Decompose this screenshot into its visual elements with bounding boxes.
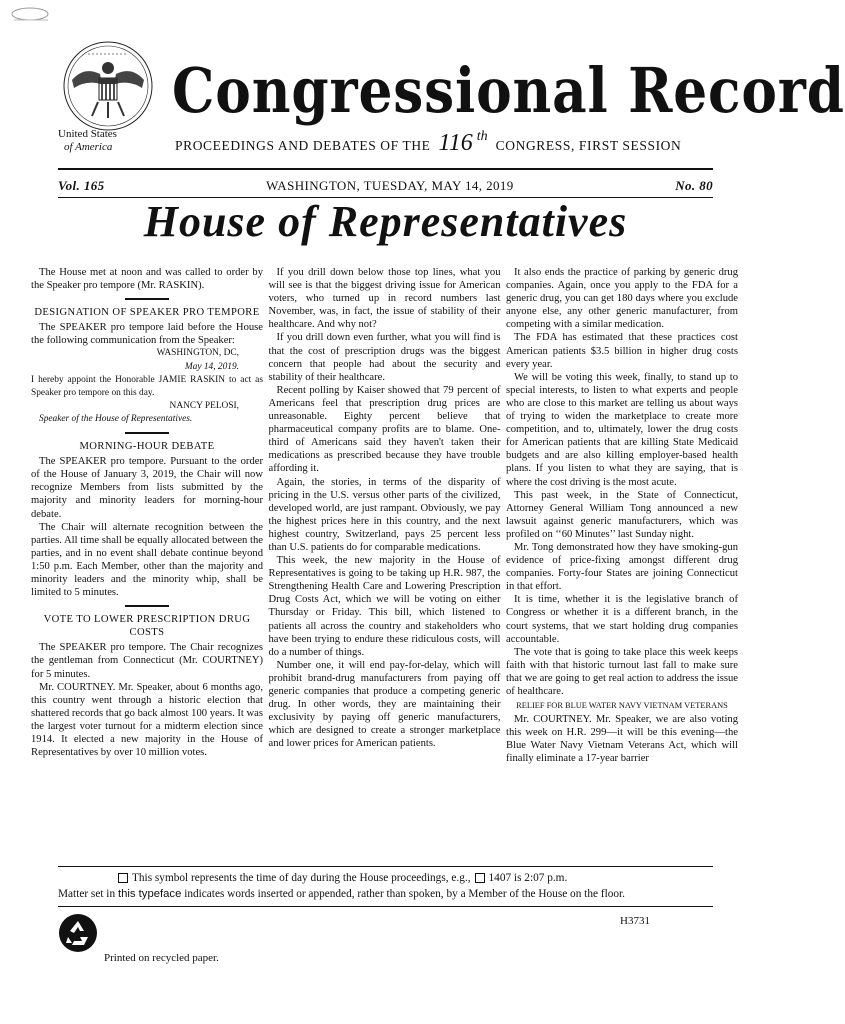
paragraph: Mr. COURTNEY. Mr. Speaker, we are also voting this week on H.R. 299—it will be this evening—the Blue Water Navy Vietnam Veterans Act, which will finally eliminate a 17-year barrier (506, 714, 738, 765)
paragraph: Number one, it will end pay-for-delay, which will prohibit brand-drug manufacturers from paying off generic companies that produce a competing generic drug. In other words, they are maintaining their exclusivity by paying off generic manufacturers, which are designed to create a stronger marketplace and lower prices for American patients. (268, 659, 501, 750)
recycle-icon (58, 913, 98, 953)
article-columns (31, 266, 738, 862)
letter-body: I hereby appoint the Honorable JAMIE RASKIN to act as Speaker pro tempore on this day. (31, 374, 263, 398)
masthead-title: Congressional Record (172, 54, 845, 127)
country-line2: of America (64, 141, 113, 153)
time-symbol-icon (118, 873, 128, 883)
volume-number: Vol. 165 (58, 178, 105, 193)
issue-date: WASHINGTON, TUESDAY, MAY 14, 2019 (266, 178, 514, 193)
footer-rule-bottom (58, 906, 713, 907)
great-seal-icon (62, 40, 154, 132)
country-label (58, 128, 158, 154)
letter-signer-title: Speaker of the House of Representatives. (39, 413, 193, 424)
paragraph: It also ends the practice of parking by generic drug companies. Again, once you apply to the FDA for a generic drug, you can get 180 days where you exclude anyone else, any other generic manufacturer, from competing with a similar medication. (506, 267, 738, 331)
column-1 (31, 266, 263, 862)
paragraph: Mr. COURTNEY. Mr. Speaker, about 6 months ago, this country went through a historic election that shattered records that go back almost 100 years. It was the largest voter turnout for a midterm election since 1914. It elected a new majority in the House of Representatives by over 10 million votes. (31, 681, 263, 759)
paragraph: Again, the stories, in terms of the disparity of pricing in the U.S. versus other parts of the civilized, developed world, are just rampant. Obviously, we pay the highest prices here in this country, and the next highest country, Switzerland, pays 25 percent less than U.S. patients do for comparable medications. (268, 476, 501, 553)
header-rule-top (58, 168, 713, 170)
letter-date: May 14, 2019. (184, 361, 239, 372)
proceedings-prefix: PROCEEDINGS AND DEBATES OF THE (175, 138, 431, 153)
gpo-logo-icon (8, 6, 58, 24)
paragraph: The FDA has estimated that these practices cost American patients $3.5 billion in higher drug costs every year. (506, 332, 738, 370)
paragraph: This week, the new majority in the House of Representatives is going to be taking up H.R. 987, the Strengthening Health Care and Lowering Prescription Drug Costs Act, which we will be voting on either Thursday or Friday. This bill, which listened to patients all across the country and stakeholders who have been trying to endure these ridiculous costs, will do a number of things. (268, 555, 501, 658)
section-heading: RELIEF FOR BLUE WATER NAVY VIETNAM VETERANS (516, 701, 728, 711)
separator (125, 298, 169, 300)
section-heading: VOTE TO LOWER PRESCRIPTION DRUG COSTS (43, 614, 251, 639)
letter-place: WASHINGTON, DC, (156, 348, 239, 359)
paragraph: Mr. Tong demonstrated how they have smoking-gun evidence of price-fixing amongst different drug companies. Forty-four States are joining Connecticut in that effort. (506, 541, 738, 593)
proceedings-suffix: CONGRESS, FIRST SESSION (495, 138, 682, 153)
paragraph: This past week, in the State of Connecticut, Attorney General William Tong announced a new lawsuit against generic manufacturers, which was profiled on ‘‘60 Minutes’’ last Sunday night. (506, 489, 738, 540)
page-id: H3731 (620, 915, 650, 927)
paragraph: The SPEAKER pro tempore. Pursuant to the order of the House of January 3, 2019, the Chair will now recognize Members from lists submitted by the majority and minority leaders for morning-hour debate. (31, 456, 263, 520)
letter-signer: NANCY PELOSI, (169, 400, 239, 411)
paragraph: If you drill down even further, what you will find is that the cost of prescription drugs was the biggest concern that people had about the security and stability of their healthcare. (268, 332, 501, 383)
separator (125, 432, 169, 434)
congress-suffix: th (476, 129, 488, 144)
paragraph: The House met at noon and was called to order by the Speaker pro tempore (Mr. RASKIN). (31, 267, 263, 292)
footnote-typeface (58, 886, 713, 902)
footnotes (58, 870, 713, 902)
proceedings-line (175, 130, 715, 157)
footnote-suffix: indicates words inserted or appended, rather than spoken, by a Member of the House on the floor. (184, 888, 625, 900)
footnote-example: 1407 is 2:07 p.m. (488, 872, 568, 884)
footnote-typeface-sample: this typeface (117, 888, 182, 900)
column-2 (269, 266, 501, 862)
paragraph: The vote that is going to take place this week keeps faith with that historic turnout last fall to make sure that we are going to get real action to address the issue of healthcare. (506, 646, 738, 697)
paragraph: The SPEAKER pro tempore. The Chair recognizes the gentleman from Connecticut (Mr. COURTNEY) for 5 minutes. (31, 642, 263, 680)
country-line1: United States (58, 128, 117, 140)
paragraph: The SPEAKER pro tempore laid before the House the following communication from the Speaker: (31, 322, 263, 347)
paragraph: We will be voting this week, finally, to stand up to special interests, to listen to what experts and people who are close to this market are telling us about ways of trying to widen the marketplace to create more competition, and to, ultimately, lower the drug costs for American patients that are killing State Medicaid budgets and are also killing employer-based health plans. If you listen to what they are saying, that is where the cost driving is the most acute. (506, 371, 738, 488)
footnote-prefix: Matter set in (58, 888, 116, 900)
time-symbol-icon (475, 873, 485, 883)
congress-number: 116 (438, 130, 473, 156)
paragraph: The Chair will alternate recognition between the parties. All time shall be equally allocated between the parties, and in no event shall debate continue beyond 1:50 p.m. Each Member, other than the majority and minority leaders and the minority whip, shall be limited to 5 minutes. (31, 521, 263, 599)
section-heading: MORNING-HOUR DEBATE (79, 441, 215, 453)
separator (125, 605, 169, 607)
footnote-time-symbol (58, 870, 713, 886)
column-3 (506, 266, 738, 862)
issue-number: No. 80 (675, 178, 713, 193)
section-title: House of Representatives (143, 197, 628, 246)
paragraph: It is time, whether it is the legislative branch of Congress or whether it is a different branch, in the court systems, that we start holding drug companies accountable. (506, 594, 738, 645)
footnote-text: This symbol represents the time of day during the House proceedings, e.g., (132, 872, 471, 884)
dateline (58, 178, 713, 194)
footer-rule (58, 866, 713, 867)
paragraph: Recent polling by Kaiser showed that 79 percent of Americans feel that prescription drug prices are unreasonable. Eighty percent believe that pharmaceutical company profits are to blame. One-third of Americans said they haven't taken their medications as prescribed because they have trouble affording it. (268, 384, 501, 475)
recycled-paper-note: Printed on recycled paper. (104, 952, 219, 964)
paragraph: If you drill down below those top lines, what you will see is that the biggest driving issue for American voters, who turned up in record numbers last November, was, in fact, the issue of stability of their healthcare. And why not? (268, 267, 501, 331)
section-heading: DESIGNATION OF SPEAKER PRO TEMPORE (34, 307, 260, 319)
